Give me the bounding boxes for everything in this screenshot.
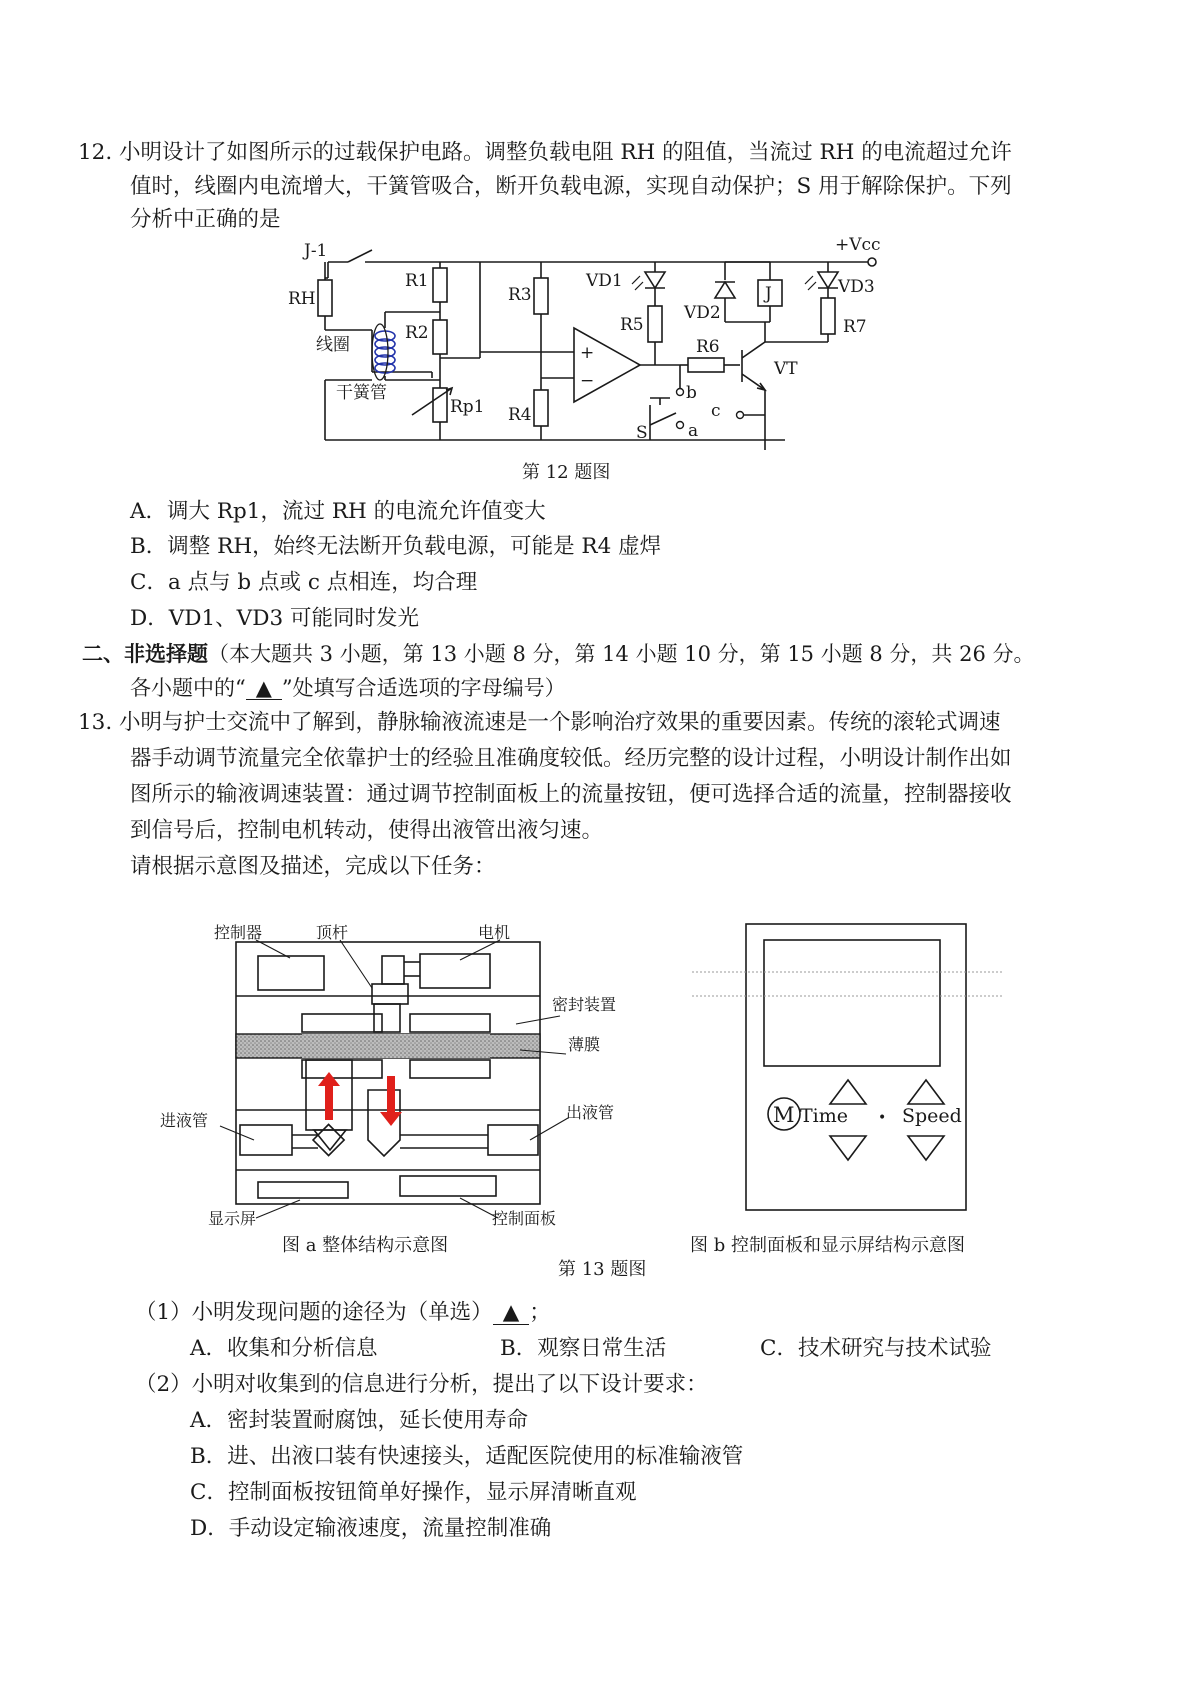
q13-sub1-text: （1）小明发现问题的途径为（单选） — [135, 1300, 493, 1325]
q12-figure-caption: 第 12 题图 — [522, 462, 611, 483]
label-outlet-tube: 出液管 — [566, 1103, 615, 1122]
q13-sub2-option-d: D．手动设定输液速度，流量控制准确 — [190, 1516, 552, 1541]
label-point-b: b — [686, 383, 697, 403]
label-time: Time — [800, 1105, 849, 1127]
section2-heading — [82, 639, 1035, 669]
q13-sub1-option-b: B．观察日常生活 — [500, 1336, 667, 1361]
label-r2: R2 — [405, 323, 429, 343]
q13-sub1-option-a: A．收集和分析信息 — [190, 1336, 378, 1361]
label-vd3: VD3 — [838, 277, 875, 297]
label-film: 薄膜 — [568, 1035, 601, 1054]
q13-stem-line3: 图所示的输液调速装置：通过调节控制面板上的流量按钮，便可选择合适的流量，控制器接收 — [130, 782, 1012, 807]
q13-sub2: （2）小明对收集到的信息进行分析，提出了以下设计要求： — [135, 1372, 708, 1397]
label-r4: R4 — [508, 405, 532, 425]
label-speed: Speed — [902, 1105, 962, 1127]
label-r6: R6 — [696, 337, 720, 357]
label-rh: RH — [288, 289, 316, 309]
label-dot: • — [878, 1110, 887, 1126]
q13-sub1 — [135, 1298, 551, 1328]
q12-option-d: D．VD1、VD3 可能同时发光 — [130, 606, 419, 631]
label-point-a: a — [688, 421, 699, 441]
q13-figure-a-caption: 图 a 整体结构示意图 — [282, 1235, 449, 1256]
label-j: J — [765, 284, 772, 304]
label-rod: 顶杆 — [316, 923, 349, 942]
answer-blank-marker: ▲ — [246, 677, 282, 700]
label-r1: R1 — [405, 271, 429, 291]
label-vt: VT — [774, 359, 798, 379]
label-rp1: Rp1 — [450, 397, 485, 417]
label-reed-switch: 干簧管 — [336, 383, 387, 403]
q13-stem-line2: 器手动调节流量完全依靠护士的经验且准确度较低。经历完整的设计过程，小明设计制作出如 — [130, 746, 1012, 771]
label-motor: 电机 — [478, 923, 511, 942]
q12-stem-line1: 12. 小明设计了如图所示的过载保护电路。调整负载电阻 RH 的阻值，当流过 RH 的电流超过允许 — [78, 140, 1012, 165]
label-vd2: VD2 — [684, 303, 721, 323]
q13-stem-line1: 13. 小明与护士交流中了解到，静脉输液流速是一个影响治疗效果的重要因素。传统的滚轮式调速 — [78, 710, 1001, 735]
section2-note — [130, 673, 566, 703]
label-opamp-minus: − — [580, 371, 595, 391]
section2-note-post: ”处填写合适选项的字母编号） — [281, 676, 566, 700]
section2-note-pre: 各小题中的“ — [130, 676, 246, 700]
label-opamp-plus: + — [580, 343, 595, 363]
q12-option-a: A．调大 Rp1，流过 RH 的电流允许值变大 — [130, 499, 546, 524]
section2-desc: （本大题共 3 小题，第 13 小题 8 分，第 14 小题 10 分，第 15 小题 8 分，共 26 分。 — [208, 642, 1035, 666]
label-inlet-tube: 进液管 — [160, 1111, 209, 1130]
label-control-panel: 控制面板 — [492, 1209, 557, 1228]
q13-sub2-option-c: C．控制面板按钮简单好操作，显示屏清晰直观 — [190, 1480, 637, 1505]
label-display-screen: 显示屏 — [208, 1209, 257, 1228]
q12-option-b: B．调整 RH，始终无法断开负载电源，可能是 R4 虚焊 — [130, 534, 662, 559]
label-seal: 密封装置 — [552, 995, 617, 1014]
label-r5: R5 — [620, 315, 644, 335]
label-r3: R3 — [508, 285, 532, 305]
label-point-c: c — [711, 401, 721, 421]
motor-m-icon: M — [773, 1103, 795, 1127]
label-j1: J-1 — [304, 241, 328, 261]
label-s: S — [636, 423, 648, 443]
label-r7: R7 — [843, 317, 867, 337]
section2-title: 二、非选择题 — [82, 642, 208, 666]
label-controller: 控制器 — [214, 923, 263, 942]
q12-stem-line3: 分析中正确的是 — [130, 207, 281, 232]
q12-option-c: C．a 点与 b 点或 c 点相连，均合理 — [130, 570, 478, 595]
q13-sub2-option-b: B．进、出液口装有快速接头，适配医院使用的标准输液管 — [190, 1444, 744, 1469]
q13-figure-b — [0, 900, 1200, 1270]
label-vd1: VD1 — [586, 271, 623, 291]
q12-stem-line2: 值时，线圈内电流增大，干簧管吸合，断开负载电源，实现自动保护；S 用于解除保护。下列 — [130, 174, 1012, 199]
q13-sub1-answer-blank: ▲ — [493, 1302, 530, 1325]
q13-figure-caption: 第 13 题图 — [558, 1259, 647, 1280]
q13-stem-line4: 到信号后，控制电机转动，使得出液管出液匀速。 — [130, 818, 604, 843]
q13-sub1-option-c: C．技术研究与技术试验 — [760, 1336, 992, 1361]
q13-sub2-option-a: A．密封装置耐腐蚀，延长使用寿命 — [190, 1408, 529, 1433]
q12-circuit-diagram — [0, 0, 1200, 470]
q13-stem-line5: 请根据示意图及描述，完成以下任务： — [130, 854, 496, 879]
q13-sub1-end: ； — [529, 1300, 551, 1325]
label-coil: 线圈 — [316, 335, 350, 355]
q13-figure-b-caption: 图 b 控制面板和显示屏结构示意图 — [690, 1235, 965, 1256]
label-vcc: +Vcc — [835, 235, 881, 255]
